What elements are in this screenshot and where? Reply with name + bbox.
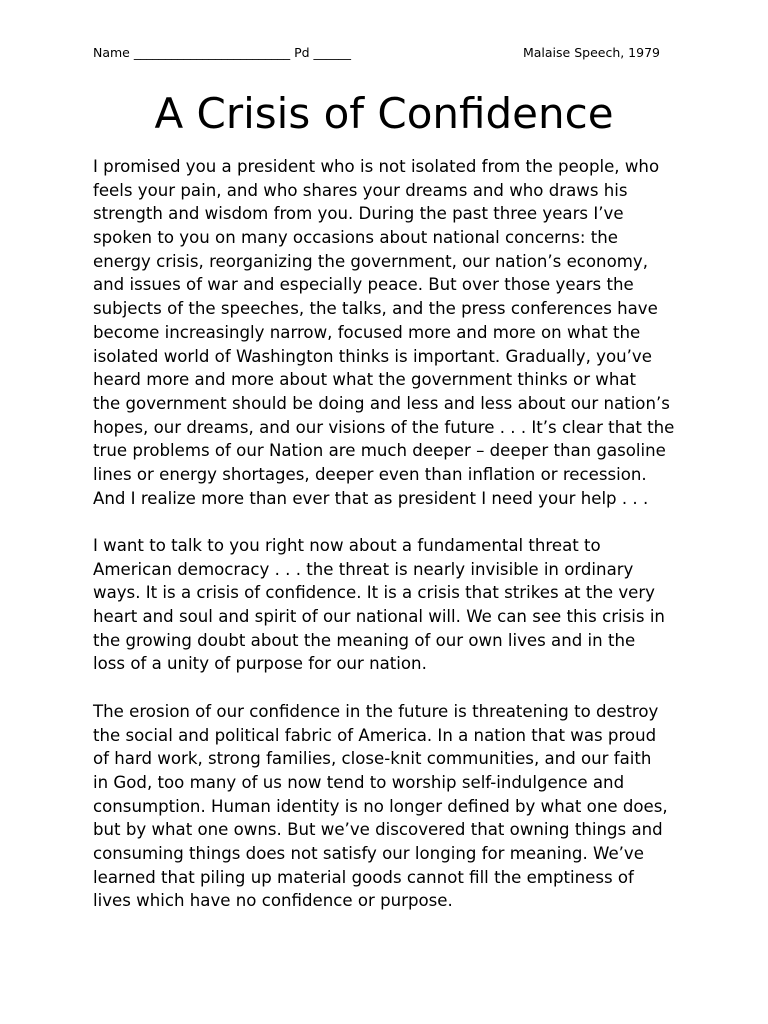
text-line: in God, too many of us now tend to worship self-indulgence and — [93, 772, 625, 792]
text-line: And I realize more than ever that as president I need your help . . . — [93, 488, 649, 508]
speech-body — [93, 155, 693, 937]
text-line: strength and wisdom from you. During the past three years I’ve — [93, 204, 624, 224]
text-line: true problems of our Nation are much deeper – deeper than gasoline — [93, 441, 666, 461]
text-line: American democracy . . . the threat is nearly invisible in ordinary — [93, 559, 634, 579]
text-line: consumption. Human identity is no longer defined by what one does, — [93, 796, 668, 816]
document-title: A Crisis of Confidence — [154, 89, 614, 138]
text-line: become increasingly narrow, focused more and more on what the — [93, 322, 641, 342]
text-line: the social and political fabric of America. In a nation that was proud — [93, 725, 657, 745]
text-line: I promised you a president who is not isolated from the people, who — [93, 157, 660, 176]
text-line: lives which have no confidence or purpose. — [93, 891, 453, 911]
text-line: lines or energy shortages, deeper even than inflation or recession. — [93, 464, 647, 484]
text-line: and issues of war and especially peace. But over those years the — [93, 275, 634, 295]
paragraph-2 — [93, 534, 693, 676]
worksheet-header — [93, 44, 660, 62]
text-line: energy crisis, reorganizing the government, our nation’s economy, — [93, 251, 648, 271]
text-line: heart and soul and spirit of our national will. We can see this crisis in — [93, 607, 665, 627]
text-line: learned that piling up material goods cannot fill the emptiness of — [93, 867, 634, 887]
text-line: ways. It is a crisis of confidence. It is a crisis that strikes at the very — [93, 583, 655, 603]
paragraph-3 — [93, 700, 693, 913]
text-line: subjects of the speeches, the talks, and the press conferences have — [93, 299, 658, 319]
text-line: consuming things does not satisfy our longing for meaning. We’ve — [93, 843, 644, 863]
text-line: the government should be doing and less and less about our nation’s — [93, 393, 670, 413]
text-line: feels your pain, and who shares your dreams and who draws his — [93, 180, 628, 200]
text-line: isolated world of Washington thinks is important. Gradually, you’ve — [93, 346, 652, 366]
text-line: I want to talk to you right now about a fundamental threat to — [93, 536, 601, 555]
text-line: the growing doubt about the meaning of our own lives and in the — [93, 630, 636, 650]
name-period-line: Name _________________________ Pd ______ — [93, 45, 352, 60]
text-line: but by what one owns. But we’ve discovered that owning things and — [93, 820, 663, 840]
text-line: heard more and more about what the government thinks or what — [93, 370, 637, 390]
text-line: of hard work, strong families, close-knit communities, and our faith — [93, 749, 652, 769]
paragraph-1 — [93, 155, 693, 510]
text-line: hopes, our dreams, and our visions of the future . . . It’s clear that the — [93, 417, 675, 437]
text-line: spoken to you on many occasions about national concerns: the — [93, 228, 618, 248]
text-line: The erosion of our confidence in the future is threatening to destroy — [93, 701, 659, 721]
source-citation: Malaise Speech, 1979 — [522, 45, 660, 60]
text-line: loss of a unity of purpose for our nation. — [93, 654, 427, 674]
